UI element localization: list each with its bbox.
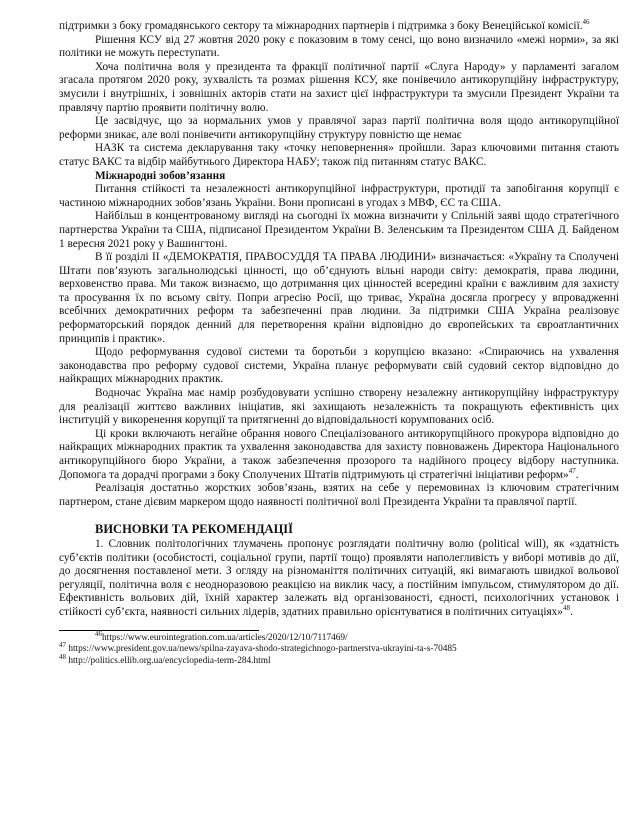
paragraph-p3: Це засвідчує, що за нормальних умов у правлячої зараз партії політична воля щодо антикорупційної реформи зникає, але волі понівечити антикорупційну структуру повністю ще немає	[59, 115, 619, 141]
paragraph-p2: Хоча політична воля у президента та фракції політичної партії «Слуга Народу» у парламенті загалом згасала протягом 2020 року, зухвалість та розмах рішення КСУ, яке понівечило антикорупційну інфраструктуру, змусили і внутрішніх, і зовнішніх акторів стати на захист цієї інфраструктури та змусили Президент України та правлячу партію проявити політичну волю.	[59, 60, 619, 114]
footnote-number: 47	[59, 640, 66, 649]
footnote-ref[interactable]: 46	[582, 18, 590, 27]
footnote-link[interactable]: https://www.president.gov.ua/news/spilna-zayava-shodo-strategichnogo-partnerstva-ukrayini-ta-s-70485	[66, 644, 457, 655]
footnote-number: 46	[95, 629, 102, 638]
paragraph-q0: Питання стійкості та незалежності антикорупційної інфраструктури, протидії та запобігання корупції є частиною міжнародних зобов’язань України. Вони прописані в угодах з МВФ, ЄС та США.	[59, 183, 619, 209]
paragraph-q1: Найбільш в концентрованому вигляді на сьогодні їх можна визначити у Спільній заяві щодо стратегічного партнерства України та США, підписаної Президентом України В. Зеленським та Президентом США Д. Байденом 1 вересня 2021 року у Вашингтоні.	[59, 210, 619, 250]
footnote-divider	[59, 630, 259, 631]
section-title: ВИСНОВКИ ТА РЕКОМЕНДАЦІЇ	[95, 522, 294, 537]
paragraph-q6: Реалізація достатньо жорстких зобов’язань, взятих на себе у перемовинах із ключовим стратегічним партнером, стане дієвим маркером щодо наявності політичної волі Президента України та правлячої партії.	[59, 482, 619, 508]
footnote-number: 48	[59, 652, 66, 661]
paragraph-p1: Рішення КСУ від 27 жовтня 2020 року є показовим в тому сенсі, що воно визначило «межі норми», за які політики не можуть переступати.	[59, 33, 619, 60]
paragraph-text: підтримки з боку громадянського сектору та міжнародних партнерів і підтримка з боку Венеційської комісії.	[59, 20, 583, 32]
paragraph-p0	[59, 20, 619, 34]
footnote-link[interactable]: https://www.eurointegration.com.ua/articles/2020/12/10/7117469/	[102, 632, 348, 643]
footnote-ref[interactable]: 47	[568, 466, 576, 475]
paragraph-q5	[59, 428, 619, 482]
footnote-link[interactable]: http://politics.ellib.org.ua/encyclopedia-term-284.html	[66, 655, 271, 666]
footnote-ref[interactable]: 48	[562, 604, 570, 613]
subheading-international-commitments: Міжнародні зобов’язання	[95, 169, 226, 182]
footnote-48	[59, 652, 619, 668]
paragraph-p4: НАЗК та система декларування таку «точку неповернення» пройшли. Зараз ключовими питання стають статус ВАКС та відбір майбутнього Директора НАБУ; також під питанням статус ВАКС.	[59, 142, 619, 168]
document-page	[59, 20, 619, 667]
paragraph-tail: .	[575, 468, 579, 481]
paragraph-text: 1. Словник політологічних тлумачень пропонує розглядати політичну волю (political will), як «здатність суб’єктів політики (особистості, соціальної групи, партії тощо) проявляти наполегливість у виборі мотивів до дії, до досягнення поставленої мети. З огляду на різноманіття політичних ситуацій, які вимагають швидкої вольової регуляції, політична воля є неодноразовою реакцією на виклик часу, а постійним імпульсом, стимулятором до дії. Ефективність вольових дій, їхній характер залежать від організованості, єдності, психологічних установок і стійкості суб’єкта, наявності сильних лідерів, здатних правильно орієнтуватися в політичних ситуаціях»	[59, 537, 619, 618]
footnote-46	[59, 629, 619, 645]
paragraph-tail: .	[569, 605, 573, 618]
paragraph-q3: Щодо реформування судової системи та боротьби з корупцією вказано: «Спираючись на ухвалення законодавства про реформу судової системи, Україна планує реформувати свій судовий сектор відповідно до найкращих міжнародних практик.	[59, 346, 619, 386]
paragraph-text: Ці кроки включають негайне обрання нового Спеціалізованого антикорупційного прокурора відповідно до найкращих міжнародних практик та ухвалення законодавства для захисту повноважень Директора Національного антикорупційного бюро України, а також забезпечення прозорого та надійного процесу відбору наступника. Допомога та дорадчі програми з боку Сполучених Штатів підтримують ці стратегічні ініціативи реформ»	[59, 427, 619, 481]
footnote-47	[59, 640, 619, 656]
paragraph-conclusion-1	[59, 538, 619, 620]
paragraph-q2: В її розділі II «ДЕМОКРАТІЯ, ПРАВОСУДДЯ ТА ПРАВА ЛЮДИНИ» визначається: «Україну та Сполучені Штати пов’язують загальнолюдські цінності, що об’єднують вільні народи світу: демократія, права людини, верховенство права. Ми також визнаємо, що дотримання цих цінностей всередині країни є важливим для захисту та просування їх по всьому світу. Попри агресію Росії, що триває, Україна досягла прогресу у впровадженні всебічних демократичних реформ та забезпеченні прав людини. За підтримки США Україна реалізовує реформаторський порядок денний для перетворення країни відповідно до європейських та євроатлантичних принципів і практик».	[59, 251, 619, 345]
paragraph-q4: Водночас Україна має намір розбудовувати успішно створену незалежну антикорупційну інфраструктуру для реалізації життєво важливих ініціатив, які захищають незалежність та покращують ефективність цих інституцій у викоренення корупції та притягненні до відповідальності корумпованих осіб.	[59, 387, 619, 427]
